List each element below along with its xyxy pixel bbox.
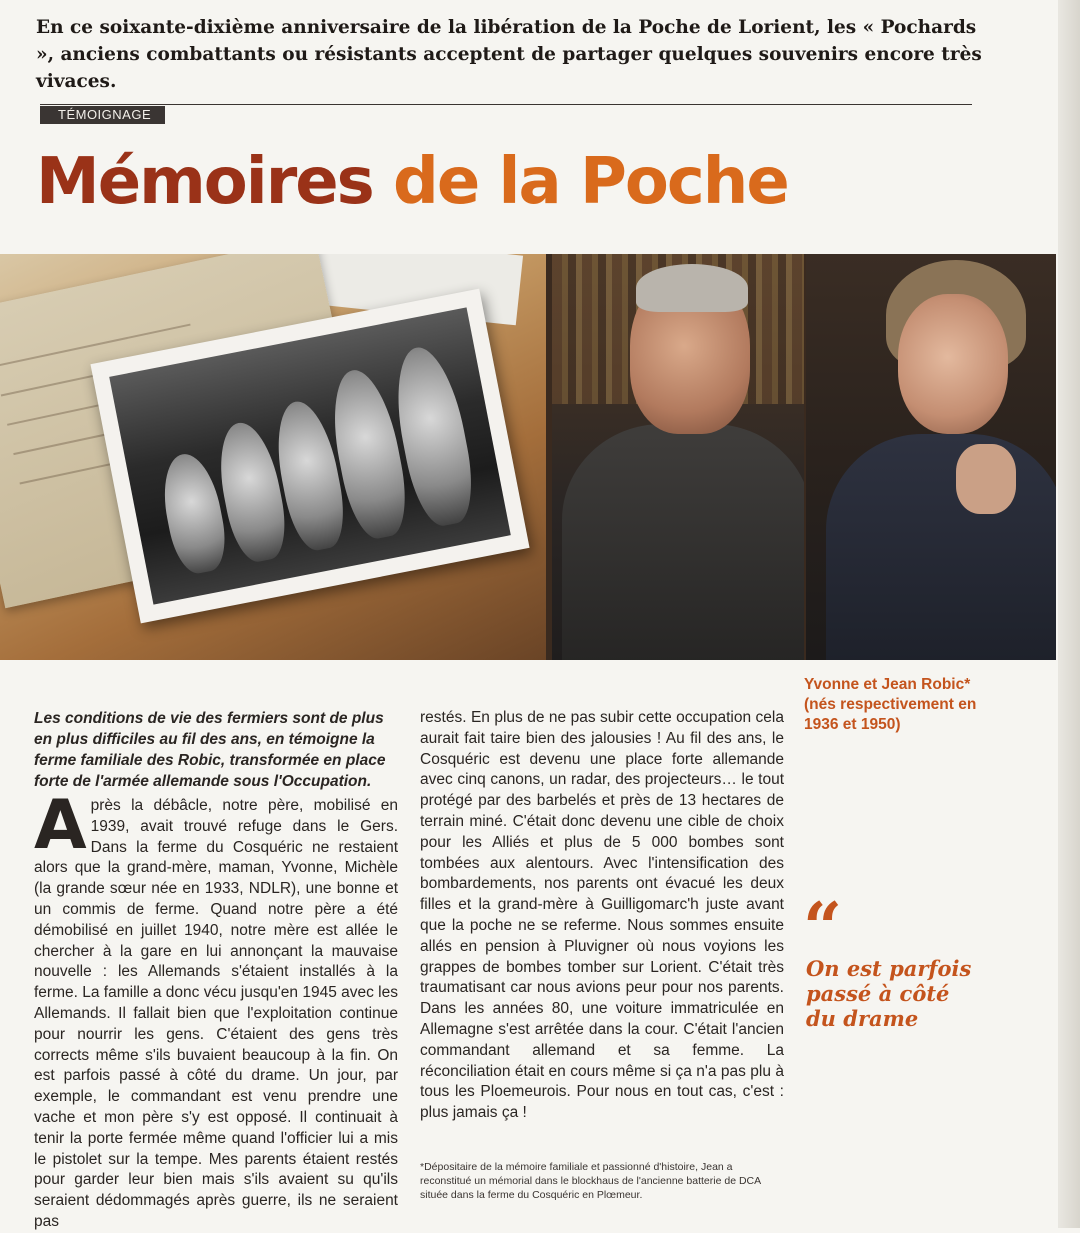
header-rule bbox=[40, 104, 972, 105]
headline-part-1: Mémoires bbox=[36, 145, 373, 219]
rubric-label: TÉMOIGNAGE bbox=[40, 106, 165, 124]
intro-text: En ce soixante-dixième anniversaire de la libération de la Poche de Lorient, les « Pochards », anciens combattants ou résistants acceptent de partager quelques souvenirs encore très vivaces. bbox=[36, 17, 982, 92]
woman-hand-shape bbox=[956, 444, 1016, 514]
page-edge bbox=[1058, 0, 1080, 1228]
portrait-woman-image bbox=[806, 254, 1056, 660]
man-body-shape bbox=[562, 424, 804, 660]
headline bbox=[36, 140, 788, 224]
body-column-1 bbox=[34, 786, 398, 1233]
quote-mark-icon: “ bbox=[803, 888, 843, 968]
woman-head-shape bbox=[898, 294, 1008, 434]
man-hair-shape bbox=[636, 264, 748, 312]
photo-strip bbox=[0, 254, 1056, 660]
body-column-2 bbox=[420, 708, 784, 1124]
body-text-column-2: restés. En plus de ne pas subir cette occupation cela aurait fait taire bien des jalousies ! Au fil des ans, le Cosquéric est devenu une place forte allemande avec cinq canons, un radar, des projecteurs… le tout protégé par des barbelés et près de 13 hectares de terrain miné. C'était donc devenu une cible de choix pour les Alliés et plus de 5 000 bombes sont tombées aux alentours. Avec l'intensification des bombardements, nos parents ont évacué les deux filles et la grand-mère à Guilligomarc'h juste avant que la poche ne se referme. Nous sommes ensuite allés en pension à Pluvigner où nous voyions les grappes de bombes tomber sur Lorient. C'était très traumatisant car nous avions peur pour nos parents. Dans les années 80, une voiture immatriculée en Allemagne s'est arrêtée dans la cour. C'était l'ancien commandant allemand et sa femme. La réconciliation était en cours même si ça n'a pas plu à tous les Ploemeurois. Pour nous en tout cas, c'est : plus jamais ça ! bbox=[420, 709, 784, 1122]
lead-paragraph: Les conditions de vie des fermiers sont de plus en plus difficiles au fil des ans, en témoigne la ferme familiale des Robic, transformée en place forte de l'armée allemande sous l'Occupation. bbox=[34, 710, 386, 790]
portrait-man-image bbox=[552, 254, 804, 660]
archive-photo-image bbox=[0, 254, 546, 660]
pull-quote: On est parfois passé à côté du drame bbox=[806, 956, 972, 1031]
footnote: *Dépositaire de la mémoire familiale et passionné d'histoire, Jean a reconstitué un mémorial dans le blockhaus de l'ancienne batterie de DCA située dans la ferme du Cosquéric en Plœmeur. bbox=[420, 1161, 761, 1201]
photo-caption: Yvonne et Jean Robic* (nés respectivement en 1936 et 1950) bbox=[804, 676, 977, 733]
headline-part-2: de la Poche bbox=[393, 145, 788, 219]
drop-cap: A bbox=[34, 786, 87, 865]
body-text-column-1: près la débâcle, notre père, mobilisé en 1939, avait trouvé refuge dans le Gers. Dans la ferme du Cosquéric ne restaient alors que la grand-mère, maman, Yvonne, Michèle (la grande sœur née en 1933, NDLR), une bonne et un commis de ferme. Quand notre père a été démobilisé en juillet 1940, notre mère est allée le chercher à la gare en lui annonçant la mauvaise nouvelle : les Allemands s'étaient installés à la ferme. La famille a donc vécu jusqu'en 1945 avec les Allemands. Il fallait bien que l'exploitation continue pour nourrir les gens. C'étaient des gens très corrects même s'ils buvaient beaucoup à la fin. On est parfois passé à côté du drame. Un jour, par exemple, le commandant est venu prendre une vache et mon père s'y est opposé. Il continuait à tenir la porte fermée même quand l'officier lui a mis le pistolet sur la tempe. Mes parents étaient restés pour garder leur bien mais s'ils avaient su qu'ils seraient dédommagés après guerre, ils ne seraient pas bbox=[34, 797, 398, 1230]
woman-body-shape bbox=[826, 434, 1056, 660]
old-photo-inner bbox=[109, 307, 511, 604]
